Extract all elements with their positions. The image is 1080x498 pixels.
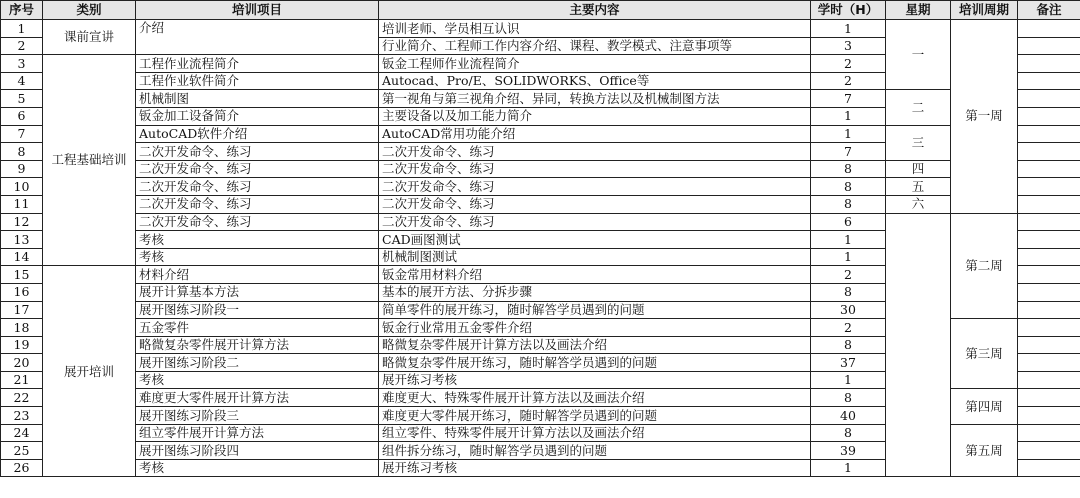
- row-no: 20: [1, 354, 43, 372]
- hours-cell: 1: [811, 125, 886, 143]
- hours-cell: 1: [811, 20, 886, 38]
- remarks-cell: [1018, 442, 1080, 460]
- item-cell: 工程作业流程简介: [136, 55, 379, 73]
- row-no: 6: [1, 107, 43, 125]
- content-cell: 第一视角与第三视角介绍、异同，转换方法以及机械制图方法: [379, 90, 811, 108]
- category-cell: 课前宣讲: [43, 20, 136, 55]
- table-row: [1, 195, 1080, 213]
- row-no: 26: [1, 459, 43, 477]
- row-no: 18: [1, 319, 43, 337]
- content-cell: 简单零件的展开练习，随时解答学员遇到的问题: [379, 301, 811, 319]
- remarks-cell: [1018, 248, 1080, 266]
- row-no: 2: [1, 37, 43, 55]
- content-cell: 钣金工程师作业流程简介: [379, 55, 811, 73]
- remarks-cell: [1018, 301, 1080, 319]
- hours-cell: 8: [811, 336, 886, 354]
- remarks-cell: [1018, 55, 1080, 73]
- hours-cell: 8: [811, 178, 886, 196]
- content-cell: AutoCAD常用功能介绍: [379, 125, 811, 143]
- hours-cell: 2: [811, 319, 886, 337]
- row-no: 24: [1, 424, 43, 442]
- item-cell: 介绍: [136, 20, 379, 55]
- hours-cell: 1: [811, 248, 886, 266]
- remarks-cell: [1018, 231, 1080, 249]
- item-cell: 展开图练习阶段一: [136, 301, 379, 319]
- row-no: 7: [1, 125, 43, 143]
- item-cell: 工程作业软件简介: [136, 72, 379, 90]
- row-no: 14: [1, 248, 43, 266]
- content-cell: 二次开发命令、练习: [379, 143, 811, 161]
- item-cell: 考核: [136, 459, 379, 477]
- item-cell: 二次开发命令、练习: [136, 143, 379, 161]
- row-no: 21: [1, 371, 43, 389]
- category-cell: 工程基础培训: [43, 55, 136, 266]
- row-no: 5: [1, 90, 43, 108]
- table-row: [1, 20, 1080, 38]
- item-cell: 二次开发命令、练习: [136, 160, 379, 178]
- item-cell: 展开图练习阶段三: [136, 407, 379, 425]
- period-cell: 第四周: [951, 389, 1018, 424]
- header-weekday: 星期: [886, 1, 951, 20]
- content-cell: 二次开发命令、练习: [379, 160, 811, 178]
- row-no: 16: [1, 283, 43, 301]
- item-cell: 组立零件展开计算方法: [136, 424, 379, 442]
- table-row: [1, 125, 1080, 143]
- row-no: 22: [1, 389, 43, 407]
- period-cell: 第三周: [951, 319, 1018, 389]
- hours-cell: 8: [811, 283, 886, 301]
- item-cell: 二次开发命令、练习: [136, 178, 379, 196]
- remarks-cell: [1018, 37, 1080, 55]
- hours-cell: 2: [811, 55, 886, 73]
- item-cell: 略微复杂零件展开计算方法: [136, 336, 379, 354]
- weekday-cell: 五: [886, 178, 951, 196]
- content-cell: Autocad、Pro/E、SOLIDWORKS、Office等: [379, 72, 811, 90]
- remarks-cell: [1018, 389, 1080, 407]
- hours-cell: 8: [811, 160, 886, 178]
- item-cell: 难度更大零件展开计算方法: [136, 389, 379, 407]
- header-period: 培训周期: [951, 1, 1018, 20]
- hours-cell: 30: [811, 301, 886, 319]
- hours-cell: 1: [811, 371, 886, 389]
- content-cell: 行业简介、工程师工作内容介绍、课程、教学模式、注意事项等: [379, 37, 811, 55]
- remarks-cell: [1018, 371, 1080, 389]
- remarks-cell: [1018, 90, 1080, 108]
- period-cell: 第二周: [951, 213, 1018, 319]
- weekday-cell: 三: [886, 125, 951, 160]
- weekday-cell: 二: [886, 90, 951, 125]
- period-cell: 第一周: [951, 20, 1018, 214]
- remarks-cell: [1018, 107, 1080, 125]
- header-row: [1, 1, 1080, 20]
- remarks-cell: [1018, 266, 1080, 284]
- remarks-cell: [1018, 178, 1080, 196]
- row-no: 1: [1, 20, 43, 38]
- header-remarks: 备注: [1018, 1, 1080, 20]
- hours-cell: 8: [811, 195, 886, 213]
- remarks-cell: [1018, 319, 1080, 337]
- remarks-cell: [1018, 424, 1080, 442]
- remarks-cell: [1018, 407, 1080, 425]
- row-no: 3: [1, 55, 43, 73]
- row-no: 11: [1, 195, 43, 213]
- content-cell: 略微复杂零件展开计算方法以及画法介绍: [379, 336, 811, 354]
- hours-cell: 3: [811, 37, 886, 55]
- row-no: 13: [1, 231, 43, 249]
- hours-cell: 39: [811, 442, 886, 460]
- content-cell: 机械制图测试: [379, 248, 811, 266]
- item-cell: 展开图练习阶段四: [136, 442, 379, 460]
- hours-cell: 8: [811, 389, 886, 407]
- remarks-cell: [1018, 459, 1080, 477]
- row-no: 23: [1, 407, 43, 425]
- item-cell: 展开图练习阶段二: [136, 354, 379, 372]
- content-cell: 培训老师、学员相互认识: [379, 20, 811, 38]
- row-no: 25: [1, 442, 43, 460]
- content-cell: 主要设备以及加工能力简介: [379, 107, 811, 125]
- content-cell: 钣金行业常用五金零件介绍: [379, 319, 811, 337]
- content-cell: 难度更大、特殊零件展开计算方法以及画法介绍: [379, 389, 811, 407]
- content-cell: 展开练习考核: [379, 459, 811, 477]
- hours-cell: 8: [811, 424, 886, 442]
- remarks-cell: [1018, 20, 1080, 38]
- header-hours: 学时（H）: [811, 1, 886, 20]
- category-cell: 展开培训: [43, 266, 136, 477]
- period-cell: 第五周: [951, 424, 1018, 477]
- item-cell: 机械制图: [136, 90, 379, 108]
- header-category: 类别: [43, 1, 136, 20]
- table-row: [1, 178, 1080, 196]
- row-no: 19: [1, 336, 43, 354]
- remarks-cell: [1018, 125, 1080, 143]
- remarks-cell: [1018, 283, 1080, 301]
- item-cell: 二次开发命令、练习: [136, 213, 379, 231]
- hours-cell: 1: [811, 107, 886, 125]
- item-cell: 展开计算基本方法: [136, 283, 379, 301]
- table-row: [1, 90, 1080, 108]
- content-cell: 难度更大零件展开练习，随时解答学员遇到的问题: [379, 407, 811, 425]
- header-content: 主要内容: [379, 1, 811, 20]
- weekday-cell-empty: [886, 213, 951, 477]
- item-cell: 五金零件: [136, 319, 379, 337]
- row-no: 17: [1, 301, 43, 319]
- row-no: 10: [1, 178, 43, 196]
- content-cell: CAD画图测试: [379, 231, 811, 249]
- row-no: 9: [1, 160, 43, 178]
- item-cell: 考核: [136, 371, 379, 389]
- hours-cell: 1: [811, 459, 886, 477]
- remarks-cell: [1018, 354, 1080, 372]
- content-cell: 二次开发命令、练习: [379, 195, 811, 213]
- item-cell: 考核: [136, 248, 379, 266]
- item-cell: 二次开发命令、练习: [136, 195, 379, 213]
- hours-cell: 37: [811, 354, 886, 372]
- item-cell: 材料介绍: [136, 266, 379, 284]
- header-no: 序号: [1, 1, 43, 20]
- remarks-cell: [1018, 72, 1080, 90]
- hours-cell: 40: [811, 407, 886, 425]
- hours-cell: 1: [811, 231, 886, 249]
- item-cell: 钣金加工设备简介: [136, 107, 379, 125]
- remarks-cell: [1018, 160, 1080, 178]
- content-cell: 展开练习考核: [379, 371, 811, 389]
- row-no: 12: [1, 213, 43, 231]
- hours-cell: 7: [811, 143, 886, 161]
- content-cell: 钣金常用材料介绍: [379, 266, 811, 284]
- table-row: [1, 213, 1080, 231]
- remarks-cell: [1018, 213, 1080, 231]
- header-item: 培训项目: [136, 1, 379, 20]
- content-cell: 略微复杂零件展开练习，随时解答学员遇到的问题: [379, 354, 811, 372]
- content-cell: 二次开发命令、练习: [379, 213, 811, 231]
- hours-cell: 2: [811, 266, 886, 284]
- weekday-cell: 四: [886, 160, 951, 178]
- weekday-cell: 六: [886, 195, 951, 213]
- table-row: [1, 160, 1080, 178]
- content-cell: 二次开发命令、练习: [379, 178, 811, 196]
- remarks-cell: [1018, 143, 1080, 161]
- content-cell: 组件拆分练习，随时解答学员遇到的问题: [379, 442, 811, 460]
- content-cell: 组立零件、特殊零件展开计算方法以及画法介绍: [379, 424, 811, 442]
- remarks-cell: [1018, 336, 1080, 354]
- hours-cell: 6: [811, 213, 886, 231]
- row-no: 4: [1, 72, 43, 90]
- hours-cell: 7: [811, 90, 886, 108]
- row-no: 8: [1, 143, 43, 161]
- item-cell: 考核: [136, 231, 379, 249]
- item-cell: AutoCAD软件介绍: [136, 125, 379, 143]
- hours-cell: 2: [811, 72, 886, 90]
- row-no: 15: [1, 266, 43, 284]
- weekday-cell: 一: [886, 20, 951, 90]
- content-cell: 基本的展开方法、分拆步骤: [379, 283, 811, 301]
- remarks-cell: [1018, 195, 1080, 213]
